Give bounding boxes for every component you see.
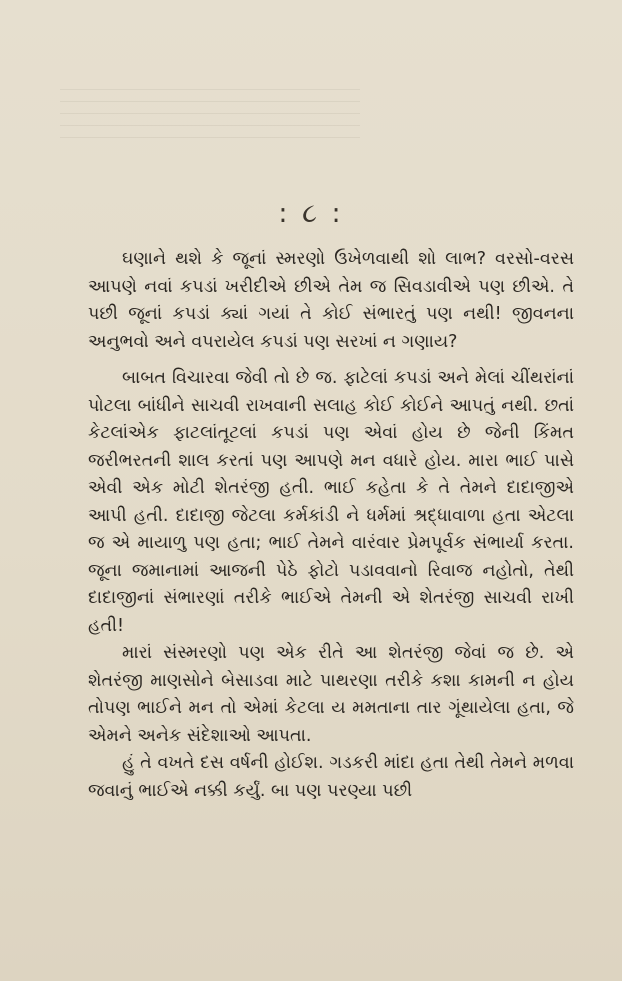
paragraph-1: ઘણાને થશે કે જૂનાં સ્મરણો ઉખેળવાથી શો લાભ? વરસો-વરસ આપણે નવાં કપડાં ખરીદીએ છીએ તેમ જ સિવડાવીએ પણ છીએ. તે પછી જૂનાં કપડાં ક્યાં ગયાં તે કોઈ સંભારતું પણ નથી! જીવનના અનુભવો અને વપરાયેલ કપડાં પણ સરખાં ન ગણાય? — [88, 249, 574, 352]
paragraph-2: બાબત વિચારવા જેવી તો છે જ. ફાટેલાં કપડાં અને મેલાં ચીંથરાંનાં પોટલા બાંધીને સાચવી રાખવાની સલાહ કોઈ કોઈને આપતું નથી. છતાં કેટલાંએક ફાટલાંતૂટલાં કપડાં પણ એવાં હોય છે જેની કિંમત જરીભરતની શાલ કરતાં પણ આપણે મન વધારે હોય. મારા ભાઈ પાસે એવી એક મોટી શેતરંજી હતી. ભાઈ કહેતા કે તે તેમને દાદાજીએ આપી હતી. દાદાજી જેટલા કર્મકાંડી ને ધર્મમાં શ્રદ્ધાવાળા હતા એટલા જ એ માયાળુ પણ હતા; ભાઈ તેમને વારંવાર પ્રેમપૂર્વક સંભાર્યા કરતા. જૂના જમાનામાં આજની પેઠે ફોટો પડાવવાનો રિવાજ નહોતો, તેથી દાદાજીનાં સંભારણાં તરીકે ભાઈએ તેમની એ શેતરંજી સાચવી રાખી હતી! — [88, 368, 574, 636]
paragraph-4: હું તે વખતે દસ વર્ષની હોઈશ. ગડકરી માંદા હતા તેથી તેમને મળવા જવાનું ભાઈએ નક્કી કર્યું. બા પણ પરણ્યા પછી — [88, 753, 574, 801]
page-body — [88, 246, 574, 805]
show-through-text — [60, 78, 360, 148]
chapter-marker: : ૮ : — [278, 198, 344, 229]
paragraph-3: મારાં સંસ્મરણો પણ એક રીતે આ શેતરંજી જેવાં જ છે. એ શેતરંજી માણસોને બેસાડવા માટે પાથરણા તરીકે કશા કામની ન હોય તોપણ ભાઈને મન તો એમાં કેટલા ય મમતાના તાર ગૂંથાયેલા હતા, જે એમને અનેક સંદેશાઓ આપતા. — [88, 643, 574, 746]
